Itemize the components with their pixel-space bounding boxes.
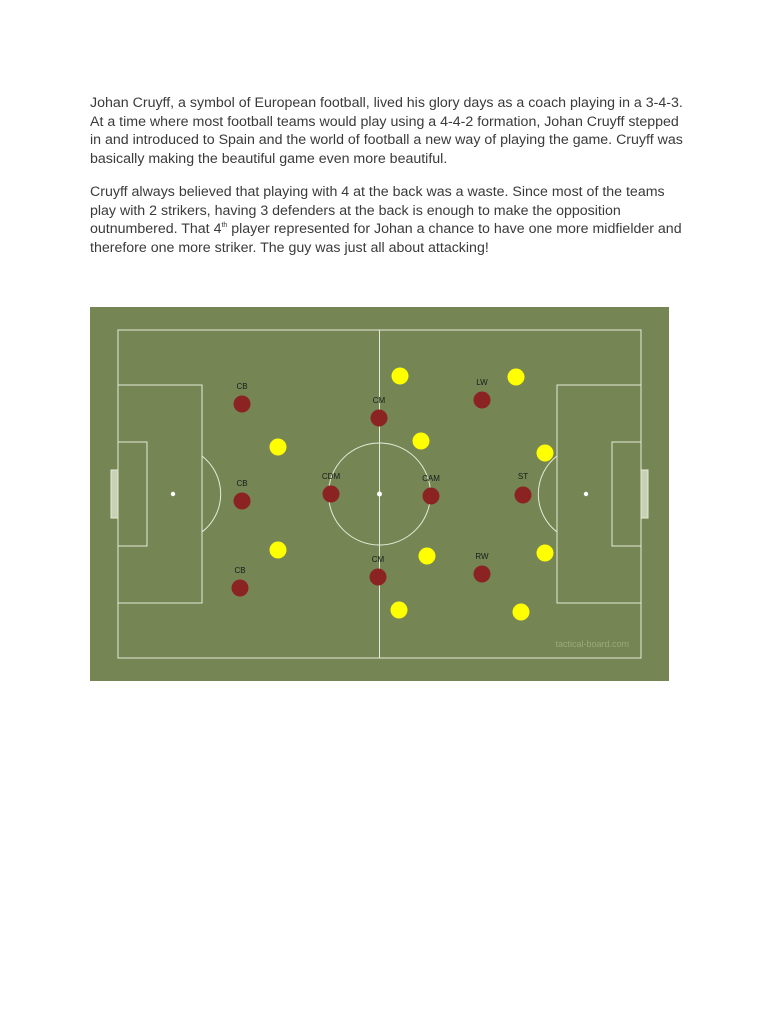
pitch-diagram xyxy=(90,307,669,681)
opponent-player[interactable] xyxy=(419,548,436,565)
opponent-player[interactable] xyxy=(537,545,554,562)
player-label: CB xyxy=(236,382,248,391)
right-goal xyxy=(641,470,648,518)
left-penalty-spot xyxy=(171,492,175,496)
opponent-player[interactable] xyxy=(508,369,525,386)
opponent-player[interactable] xyxy=(391,602,408,619)
center-spot xyxy=(377,492,382,497)
player-label: CM xyxy=(372,396,386,405)
opponent-player[interactable] xyxy=(537,445,554,462)
player-st[interactable] xyxy=(515,472,532,504)
opponent-players xyxy=(270,368,554,621)
left-goal xyxy=(111,470,118,518)
player-marker[interactable] xyxy=(234,396,251,413)
player-label: LW xyxy=(476,378,488,387)
player-label: ST xyxy=(517,472,529,481)
player-cdm[interactable] xyxy=(322,472,341,503)
player-marker[interactable] xyxy=(423,488,440,505)
paragraph-formation-part-1: Cruyff always believed that playing with 4 at the back was a waste. Since most of the teams play with 2 strikers, having 3 defenders at the back is enough to make the opposition outnumbered. That 4 xyxy=(90,184,665,237)
team-players xyxy=(232,378,532,597)
player-marker[interactable] xyxy=(234,493,251,510)
player-marker[interactable] xyxy=(370,569,387,586)
opponent-player[interactable] xyxy=(392,368,409,385)
right-penalty-spot xyxy=(584,492,588,496)
player-label: CB xyxy=(234,566,246,575)
player-marker[interactable] xyxy=(474,392,491,409)
player-marker[interactable] xyxy=(515,487,532,504)
player-label: CB xyxy=(236,479,248,488)
left-goal-area xyxy=(118,442,147,546)
opponent-player[interactable] xyxy=(270,542,287,559)
tactical-board xyxy=(90,307,669,681)
player-rw[interactable] xyxy=(474,552,491,583)
player-cb-bottom[interactable] xyxy=(232,566,249,597)
paragraph-formation xyxy=(90,183,690,257)
player-label: CM xyxy=(371,555,385,564)
player-cb-middle[interactable] xyxy=(234,479,251,510)
player-marker[interactable] xyxy=(474,566,491,583)
player-cb-top[interactable] xyxy=(234,382,251,413)
player-cm-top[interactable] xyxy=(371,396,388,427)
paragraph-formation-part-2: player represented for Johan a chance to have one more midfielder and therefore one more striker. The guy was just all about attacking! xyxy=(90,221,682,256)
player-lw[interactable] xyxy=(474,378,491,409)
player-marker[interactable] xyxy=(323,486,340,503)
right-goal-area xyxy=(612,442,641,546)
player-label: CDM xyxy=(321,472,341,481)
watermark-text: tactical-board.com xyxy=(555,639,629,649)
player-marker[interactable] xyxy=(371,410,388,427)
opponent-player[interactable] xyxy=(270,439,287,456)
left-penalty-arc xyxy=(202,456,221,532)
ordinal-suffix: th xyxy=(221,222,228,229)
player-label: RW xyxy=(475,552,489,561)
player-cm-bottom[interactable] xyxy=(370,555,387,586)
paragraph-intro: Johan Cruyff, a symbol of European football, lived his glory days as a coach playing in a 3-4-3. At a time where most football teams would play using a 4-4-2 formation, Johan Cruyff stepped in and introduced to Spain and the world of football a new way of playing the game. Cruyff was basically making the beautiful game even more beautiful. xyxy=(90,95,683,167)
opponent-player[interactable] xyxy=(413,433,430,450)
opponent-player[interactable] xyxy=(513,604,530,621)
right-penalty-arc xyxy=(538,456,557,532)
left-penalty-box xyxy=(118,385,202,603)
right-penalty-box xyxy=(557,385,641,603)
player-cam[interactable] xyxy=(422,474,440,505)
player-marker[interactable] xyxy=(232,580,249,597)
player-label: CAM xyxy=(422,474,440,483)
